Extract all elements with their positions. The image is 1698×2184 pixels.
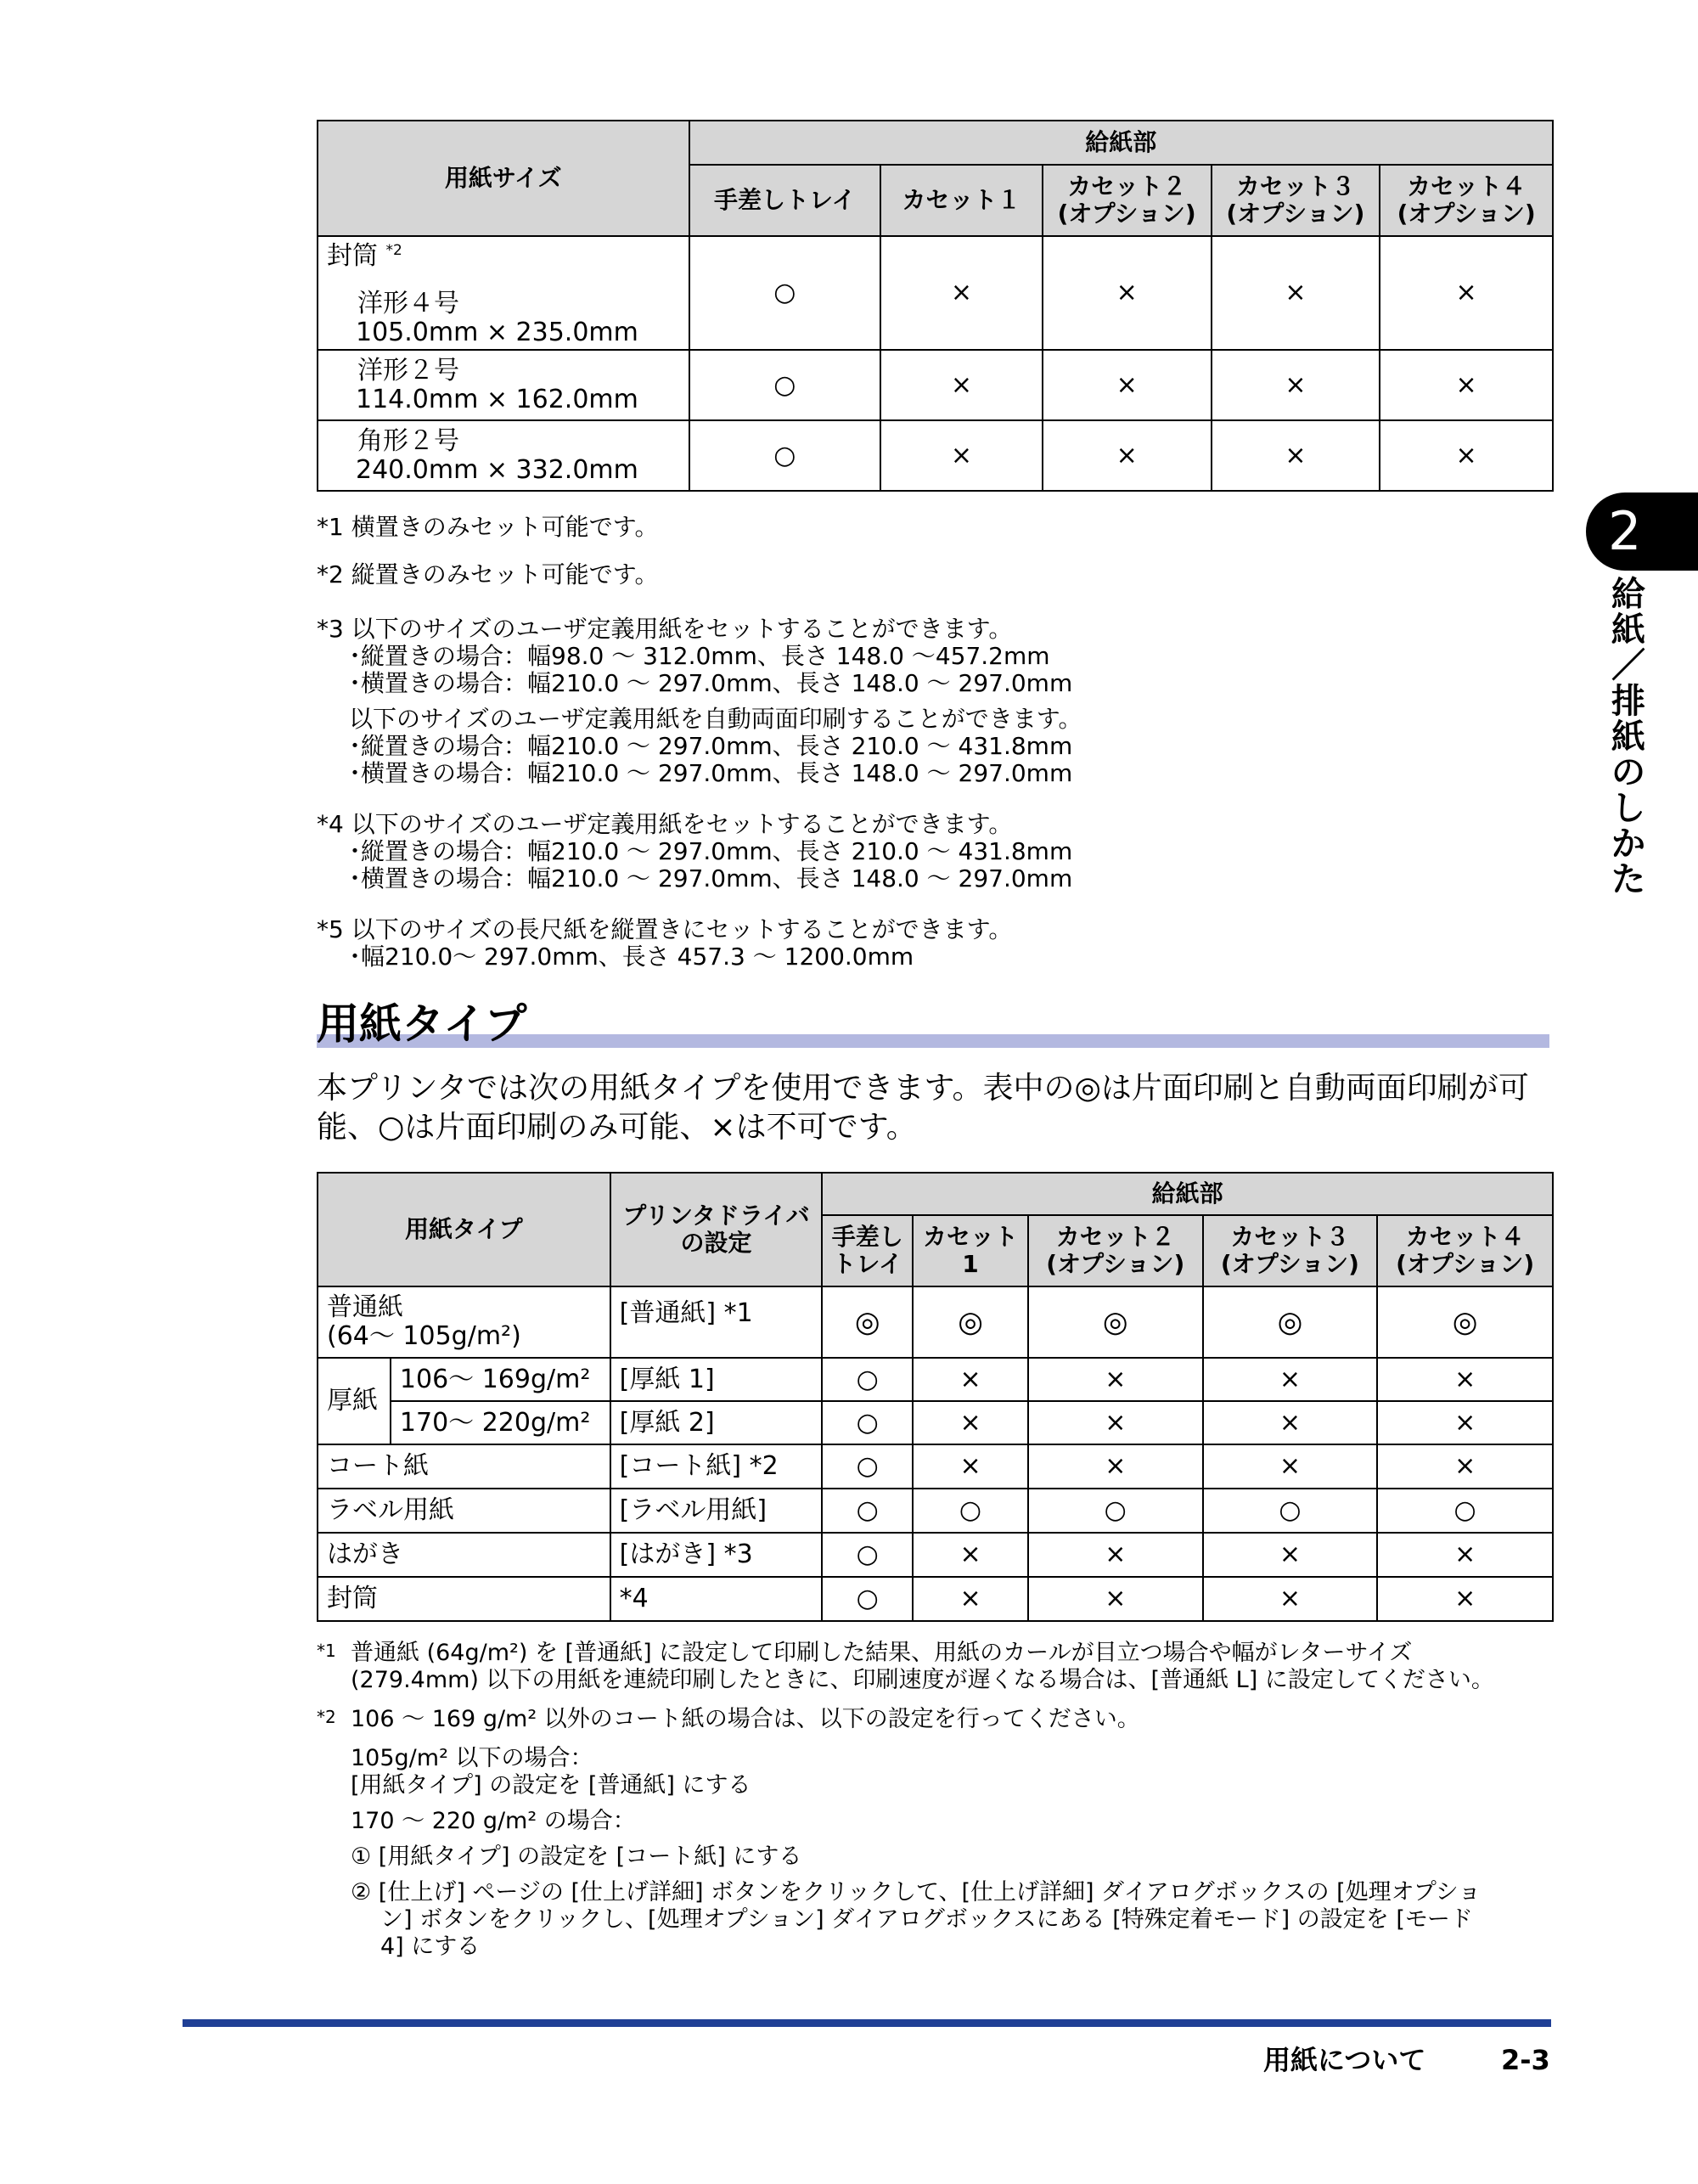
weight-range: 170～ 220g/m² <box>391 1401 610 1444</box>
footnote: ② [仕上げ] ページの [仕上げ詳細] ボタンをクリックして、[仕上げ詳細] ダイアログボックスの [処理オプショ <box>351 1879 1482 1905</box>
cell: × <box>1028 1444 1203 1489</box>
header-paper-size: 用紙サイズ <box>318 121 689 236</box>
footnote-line: ･縦置きの場合：幅210.0 ～ 297.0mm、長さ 210.0 ～ 431.8mm <box>349 837 1073 865</box>
cell: ○ <box>822 1533 913 1577</box>
cell: × <box>1377 1533 1553 1577</box>
header-col: カセット 1 <box>913 1215 1028 1286</box>
row-label: 封筒 <box>318 1577 610 1621</box>
cell: ◎ <box>1203 1286 1378 1358</box>
page-number: 2-3 <box>1501 2044 1550 2076</box>
chapter-title-vertical <box>1603 577 1654 898</box>
footer-rule <box>183 2019 1551 2027</box>
cell: × <box>1203 1358 1378 1401</box>
header-feed: 給紙部 <box>822 1173 1553 1215</box>
footnote: ン] ボタンをクリックし、[処理オプション] ダイアログボックスにある [特殊定着モード] の設定を [モード <box>380 1906 1473 1933</box>
footnote-mark: *2 <box>385 242 402 259</box>
cell: × <box>1377 1577 1553 1621</box>
cell: ○ <box>1203 1489 1378 1533</box>
cell: ○ <box>1377 1489 1553 1533</box>
cell: ○ <box>1028 1489 1203 1533</box>
cell: × <box>1028 1358 1203 1401</box>
cell: ○ <box>822 1401 913 1444</box>
row-label: はがき <box>318 1533 610 1577</box>
cell: × <box>1203 1401 1378 1444</box>
header-col: 手差し トレイ <box>822 1215 913 1286</box>
paper-type-table <box>317 1172 1554 1622</box>
footnote: *5 以下のサイズの長尺紙を縦置きにセットすることができます。 <box>317 915 1013 943</box>
header-col: カセット１ <box>880 165 1043 236</box>
cell: ◎ <box>913 1286 1028 1358</box>
cell: × <box>1043 420 1212 491</box>
footnote-line: ･横置きの場合：幅210.0 ～ 297.0mm、長さ 148.0 ～ 297.0mm <box>349 864 1073 892</box>
cell: × <box>913 1358 1028 1401</box>
envelope-name: 洋形４号 <box>357 289 459 318</box>
cell: × <box>1380 420 1553 491</box>
header-col: カセット２ (オプション) <box>1028 1215 1203 1286</box>
footnote-mark: *2 <box>317 1707 336 1727</box>
cell: × <box>1043 350 1212 420</box>
cell: ○ <box>822 1358 913 1401</box>
chapter-title-glyph: 排 <box>1611 682 1645 721</box>
cell: ○ <box>822 1489 913 1533</box>
footnote: [用紙タイプ] の設定を [普通紙] にする <box>351 1772 751 1798</box>
intro-line: 本プリンタでは次の用紙タイプを使用できます。表中の◎は片面印刷と自動両面印刷が可 <box>317 1071 1529 1106</box>
cell: × <box>1043 236 1212 350</box>
footnote-line: ･横置きの場合：幅210.0 ～ 297.0mm、長さ 148.0 ～ 297.0mm <box>349 759 1073 787</box>
section-title: 用紙タイプ <box>317 999 527 1049</box>
header-col: カセット２ (オプション) <box>1043 165 1212 236</box>
cell: × <box>913 1401 1028 1444</box>
cell: ○ <box>689 420 881 491</box>
cell: × <box>880 420 1043 491</box>
envelope-row-label <box>318 350 689 420</box>
header-col: カセット４ (オプション) <box>1380 165 1553 236</box>
envelope-name: 角形２号 <box>357 425 459 456</box>
paper-size-table <box>317 120 1554 492</box>
cell: ○ <box>689 236 881 350</box>
intro-line: 能、○は片面印刷のみ可能、×は不可です。 <box>317 1110 917 1145</box>
chapter-number: 2 <box>1608 500 1642 562</box>
cell: × <box>1377 1358 1553 1401</box>
cell: × <box>1212 350 1380 420</box>
cell: ○ <box>913 1489 1028 1533</box>
cell: × <box>1203 1533 1378 1577</box>
cell: × <box>913 1444 1028 1489</box>
driver-setting: [厚紙 1] <box>610 1358 823 1401</box>
chapter-title-glyph: た <box>1611 860 1645 899</box>
footnote: (279.4mm) 以下の用紙を連続印刷したときに、印刷速度が遅くなる場合は、[普通紙 L] に設定してください。 <box>351 1667 1494 1693</box>
chapter-title-glyph: 給 <box>1611 575 1645 614</box>
chapter-title-glyph: ／ <box>1611 646 1645 685</box>
footnote: 105g/m² 以下の場合： <box>351 1745 593 1771</box>
cell: × <box>880 350 1043 420</box>
cell: ○ <box>822 1577 913 1621</box>
chapter-title-glyph: 紙 <box>1611 611 1645 650</box>
row-label: ラベル用紙 <box>318 1489 610 1533</box>
envelope-dim: 240.0mm × 332.0mm <box>356 454 638 485</box>
footnote: *4 以下のサイズのユーザ定義用紙をセットすることができます。 <box>317 810 1013 838</box>
cell: ◎ <box>1377 1286 1553 1358</box>
footnote-line: 以下のサイズのユーザ定義用紙を自動両面印刷することができます。 <box>349 705 1082 733</box>
envelope-group-label: 封筒 <box>327 241 378 271</box>
chapter-title-glyph: 紙 <box>1611 718 1645 757</box>
footnote: *1 横置きのみセット可能です。 <box>317 513 659 541</box>
cell: ○ <box>822 1444 913 1489</box>
footnote: 普通紙 (64g/m²) を [普通紙] に設定して印刷した結果、用紙のカールが目立つ場合や幅がレターサイズ <box>351 1640 1413 1666</box>
row-label: 厚紙 <box>318 1358 391 1444</box>
envelope-name: 洋形２号 <box>357 355 459 386</box>
cell: × <box>1380 236 1553 350</box>
header-driver-setting: プリンタドライバ の設定 <box>610 1173 823 1286</box>
footnote: *2 縦置きのみセット可能です。 <box>317 560 659 588</box>
cell: × <box>1028 1577 1203 1621</box>
cell: × <box>1212 420 1380 491</box>
header-col: カセット４ (オプション) <box>1377 1215 1553 1286</box>
chapter-tab <box>1586 493 1698 571</box>
footnote-mark: *1 <box>317 1641 336 1661</box>
cell: × <box>913 1533 1028 1577</box>
cell: × <box>1212 236 1380 350</box>
driver-setting: [コート紙] *2 <box>610 1444 823 1489</box>
footer-title: 用紙について <box>1263 2044 1426 2076</box>
chapter-title-glyph: し <box>1611 789 1645 828</box>
header-paper-type: 用紙タイプ <box>318 1173 610 1286</box>
cell: × <box>1028 1401 1203 1444</box>
footnote: 170 ～ 220 g/m² の場合： <box>351 1808 636 1834</box>
cell: × <box>1377 1444 1553 1489</box>
driver-setting: *4 <box>610 1577 823 1621</box>
chapter-title-glyph: か <box>1611 825 1645 864</box>
footnote-line: ･縦置きの場合：幅210.0 ～ 297.0mm、長さ 210.0 ～ 431.8mm <box>349 732 1073 760</box>
cell: ○ <box>689 350 881 420</box>
cell: ◎ <box>822 1286 913 1358</box>
footnote-line: ･横置きの場合：幅210.0 ～ 297.0mm、長さ 148.0 ～ 297.0mm <box>349 669 1073 697</box>
weight-range: 106～ 169g/m² <box>391 1358 610 1401</box>
cell: ◎ <box>1028 1286 1203 1358</box>
header-col: 手差しトレイ <box>689 165 881 236</box>
envelope-row-label <box>318 420 689 491</box>
footnote: 106 ～ 169 g/m² 以外のコート紙の場合は、以下の設定を行ってください。 <box>351 1706 1140 1732</box>
envelope-row-label <box>318 236 689 350</box>
cell: × <box>1203 1444 1378 1489</box>
footnote: *3 以下のサイズのユーザ定義用紙をセットすることができます。 <box>317 615 1013 643</box>
header-col: カセット３ (オプション) <box>1212 165 1380 236</box>
driver-setting: [ラベル用紙] <box>610 1489 823 1533</box>
row-label: コート紙 <box>318 1444 610 1489</box>
cell: × <box>1377 1401 1553 1444</box>
cell: × <box>1380 350 1553 420</box>
cell: × <box>913 1577 1028 1621</box>
cell: × <box>1203 1577 1378 1621</box>
driver-setting: [普通紙] *1 <box>610 1286 823 1358</box>
footnote: 4] にする <box>380 1934 481 1960</box>
footnote-line: ･幅210.0～ 297.0mm、長さ 457.3 ～ 1200.0mm <box>349 943 914 971</box>
row-label: 普通紙 (64～ 105g/m²) <box>318 1286 610 1358</box>
envelope-dim: 105.0mm × 235.0mm <box>356 318 638 347</box>
driver-setting: [はがき] *3 <box>610 1533 823 1577</box>
footnote-line: ･縦置きの場合：幅98.0 ～ 312.0mm、長さ 148.0 ～457.2mm <box>349 642 1050 670</box>
cell: × <box>880 236 1043 350</box>
envelope-dim: 114.0mm × 162.0mm <box>356 384 638 414</box>
cell: × <box>1028 1533 1203 1577</box>
header-feed: 給紙部 <box>689 121 1553 165</box>
header-col: カセット３ (オプション) <box>1203 1215 1378 1286</box>
driver-setting: [厚紙 2] <box>610 1401 823 1444</box>
footnote: ① [用紙タイプ] の設定を [コート紙] にする <box>351 1843 802 1870</box>
chapter-title-glyph: の <box>1611 753 1645 792</box>
